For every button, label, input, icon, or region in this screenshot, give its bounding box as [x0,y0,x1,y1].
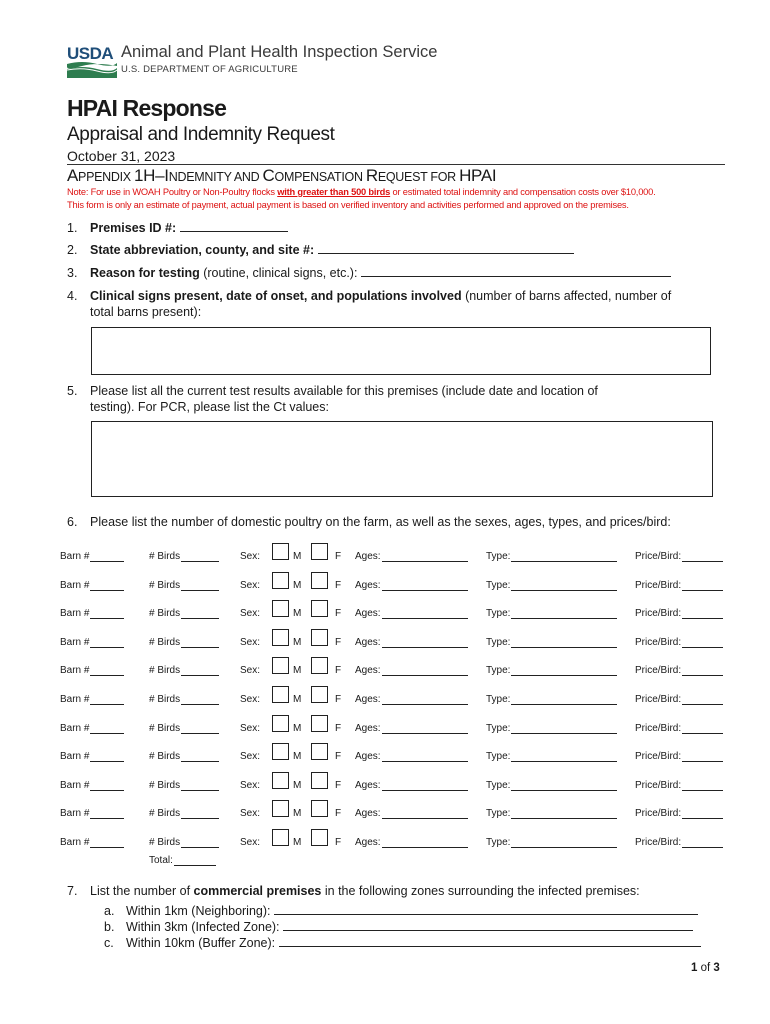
type-field[interactable] [511,580,617,591]
female-label: F [335,551,342,562]
male-label: M [293,608,302,619]
ages-label: Ages: [355,665,468,676]
barn-row [60,580,730,596]
birds-label: # Birds [149,751,219,762]
type-label: Type: [486,580,617,591]
birds-label: # Birds [149,780,219,791]
question-5-continued: testing). For PCR, please list the Ct values: [90,400,329,414]
usda-logo-text: USDA [67,44,114,63]
appendix-heading: APPENDIX 1H–INDEMNITY AND COMPENSATION REQUEST FOR HPAI [67,166,497,185]
sex-label: Sex: [240,580,261,591]
bird-count-field[interactable] [181,551,219,562]
ages-label: Ages: [355,551,468,562]
barn-row [60,808,730,824]
female-checkbox[interactable] [311,715,328,732]
male-checkbox[interactable] [272,743,289,760]
male-checkbox[interactable] [272,829,289,846]
female-label: F [335,837,342,848]
barn-label: Barn # [60,837,124,848]
sex-label: Sex: [240,723,261,734]
barn-label: Barn # [60,723,124,734]
male-label: M [293,694,302,705]
type-field[interactable] [511,808,617,819]
barn-row [60,723,730,739]
ages-field[interactable] [382,780,468,791]
ages-field[interactable] [382,608,468,619]
female-checkbox[interactable] [311,743,328,760]
price-label: Price/Bird: [635,723,723,734]
barn-number-field[interactable] [90,551,124,562]
barn-number-field[interactable] [90,694,124,705]
zone-3km: b. Within 3km (Infected Zone): [104,920,693,934]
sex-label: Sex: [240,751,261,762]
barn-label: Barn # [60,665,124,676]
ages-label: Ages: [355,694,468,705]
male-label: M [293,837,302,848]
type-field[interactable] [511,780,617,791]
barn-row [60,551,730,567]
barn-number-field[interactable] [90,608,124,619]
price-label: Price/Bird: [635,751,723,762]
price-label: Price/Bird: [635,780,723,791]
male-label: M [293,808,302,819]
female-checkbox[interactable] [311,629,328,646]
question-5: 5. Please list all the current test results available for this premises (include date and location of [67,384,598,398]
male-label: M [293,751,302,762]
sex-label: Sex: [240,608,261,619]
barn-number-field[interactable] [90,723,124,734]
birds-label: # Birds [149,694,219,705]
bird-count-field[interactable] [181,751,219,762]
female-checkbox[interactable] [311,543,328,560]
price-label: Price/Bird: [635,637,723,648]
type-label: Type: [486,608,617,619]
premises-id-field[interactable] [180,230,288,232]
total-birds: Total: [149,855,216,866]
female-label: F [335,694,342,705]
price-label: Price/Bird: [635,808,723,819]
price-field[interactable] [682,808,723,819]
price-field[interactable] [682,608,723,619]
male-label: M [293,723,302,734]
state-county-site-field[interactable] [318,252,574,254]
page-subtitle: Appraisal and Indemnity Request [67,124,335,145]
female-checkbox[interactable] [311,572,328,589]
ages-label: Ages: [355,751,468,762]
bird-count-field[interactable] [181,723,219,734]
ages-label: Ages: [355,780,468,791]
type-label: Type: [486,751,617,762]
ages-label: Ages: [355,637,468,648]
sex-label: Sex: [240,837,261,848]
bird-count-field[interactable] [181,808,219,819]
type-label: Type: [486,551,617,562]
page-title: HPAI Response [67,95,227,121]
department-name: U.S. DEPARTMENT OF AGRICULTURE [121,64,298,75]
question-2: 2. State abbreviation, county, and site #: [67,243,574,257]
price-field[interactable] [682,837,723,848]
ages-field[interactable] [382,837,468,848]
question-4-continued: total barns present): [90,305,202,319]
question-6: 6. Please list the number of domestic poultry on the farm, as well as the sexes, ages, types, and prices/bird: [67,515,671,529]
ages-field[interactable] [382,723,468,734]
barn-row [60,694,730,710]
price-label: Price/Bird: [635,551,723,562]
ages-field[interactable] [382,637,468,648]
female-checkbox[interactable] [311,600,328,617]
barn-row [60,608,730,624]
type-field[interactable] [511,637,617,648]
barn-label: Barn # [60,580,124,591]
type-field[interactable] [511,694,617,705]
female-checkbox[interactable] [311,657,328,674]
question-7: 7. List the number of commercial premises in the following zones surrounding the infected premises: [67,884,640,898]
ages-label: Ages: [355,808,468,819]
female-label: F [335,608,342,619]
male-label: M [293,637,302,648]
test-results-textbox[interactable] [91,421,713,497]
bird-count-field[interactable] [181,780,219,791]
price-label: Price/Bird: [635,694,723,705]
sex-label: Sex: [240,637,261,648]
bird-count-field[interactable] [181,580,219,591]
birds-label: # Birds [149,608,219,619]
barn-label: Barn # [60,751,124,762]
ages-field[interactable] [382,694,468,705]
barn-label: Barn # [60,694,124,705]
note-line-2: This form is only an estimate of payment, actual payment is based on verified inventory and activities performed and approved on the premises. [67,200,629,210]
price-field[interactable] [682,694,723,705]
bird-count-field[interactable] [181,665,219,676]
price-field[interactable] [682,723,723,734]
female-checkbox[interactable] [311,686,328,703]
type-field[interactable] [511,551,617,562]
male-checkbox[interactable] [272,572,289,589]
type-field[interactable] [511,723,617,734]
price-field[interactable] [682,751,723,762]
female-label: F [335,580,342,591]
barn-number-field[interactable] [90,780,124,791]
male-checkbox[interactable] [272,600,289,617]
bird-count-field[interactable] [181,837,219,848]
barn-label: Barn # [60,808,124,819]
barn-number-field[interactable] [90,637,124,648]
zone-10km-field[interactable] [279,945,701,947]
barn-number-field[interactable] [90,808,124,819]
bird-count-field[interactable] [181,608,219,619]
birds-label: # Birds [149,808,219,819]
female-label: F [335,637,342,648]
barn-row [60,665,730,681]
reason-for-testing-field[interactable] [361,275,671,277]
barn-label: Barn # [60,608,124,619]
birds-label: # Birds [149,580,219,591]
female-label: F [335,780,342,791]
barn-number-field[interactable] [90,665,124,676]
barn-label: Barn # [60,551,124,562]
type-field[interactable] [511,608,617,619]
male-label: M [293,665,302,676]
barn-row [60,780,730,796]
question-4: 4. Clinical signs present, date of onset, and populations involved (number of barns affected, number of [67,289,672,303]
type-label: Type: [486,837,617,848]
type-field[interactable] [511,837,617,848]
female-checkbox[interactable] [311,829,328,846]
usda-logo [67,44,117,78]
sex-label: Sex: [240,551,261,562]
sex-label: Sex: [240,665,261,676]
barn-row [60,751,730,767]
price-field[interactable] [682,780,723,791]
male-checkbox[interactable] [272,629,289,646]
price-field[interactable] [682,637,723,648]
female-label: F [335,808,342,819]
type-field[interactable] [511,751,617,762]
male-checkbox[interactable] [272,715,289,732]
barn-row [60,637,730,653]
female-checkbox[interactable] [311,772,328,789]
barn-label: Barn # [60,637,124,648]
zone-3km-field[interactable] [283,929,693,931]
question-3: 3. Reason for testing (routine, clinical signs, etc.): [67,266,671,280]
birds-label: # Birds [149,637,219,648]
male-checkbox[interactable] [272,657,289,674]
zone-1km: a. Within 1km (Neighboring): [104,904,698,918]
price-label: Price/Bird: [635,665,723,676]
male-checkbox[interactable] [272,800,289,817]
header-divider [67,164,725,165]
birds-label: # Birds [149,723,219,734]
female-label: F [335,723,342,734]
bird-count-field[interactable] [181,637,219,648]
male-checkbox[interactable] [272,543,289,560]
zone-10km: c. Within 10km (Buffer Zone): [104,936,701,950]
price-label: Price/Bird: [635,837,723,848]
female-label: F [335,665,342,676]
type-label: Type: [486,694,617,705]
price-label: Price/Bird: [635,608,723,619]
note-line-1: Note: For use in WOAH Poultry or Non-Poultry flocks with greater than 500 birds or estimated total indemnity and compensation costs over $10,000. [67,187,656,197]
ages-label: Ages: [355,723,468,734]
male-label: M [293,551,302,562]
bird-count-field[interactable] [181,694,219,705]
type-label: Type: [486,637,617,648]
female-label: F [335,751,342,762]
zone-1km-field[interactable] [274,913,698,915]
price-field[interactable] [682,665,723,676]
male-label: M [293,780,302,791]
birds-label: # Birds [149,551,219,562]
price-label: Price/Bird: [635,580,723,591]
barn-label: Barn # [60,780,124,791]
price-field[interactable] [682,551,723,562]
birds-label: # Birds [149,837,219,848]
ages-field[interactable] [382,580,468,591]
ages-field[interactable] [382,808,468,819]
sex-label: Sex: [240,694,261,705]
barn-number-field[interactable] [90,751,124,762]
agency-name: Animal and Plant Health Inspection Service [121,43,438,61]
type-label: Type: [486,808,617,819]
ages-field[interactable] [382,551,468,562]
type-label: Type: [486,780,617,791]
price-field[interactable] [682,580,723,591]
total-birds-field[interactable] [174,855,216,866]
barn-number-field[interactable] [90,837,124,848]
type-label: Type: [486,665,617,676]
ages-label: Ages: [355,837,468,848]
ages-field[interactable] [382,665,468,676]
form-date: October 31, 2023 [67,148,176,164]
page-number: 1 of 3 [691,962,720,974]
ages-field[interactable] [382,751,468,762]
type-field[interactable] [511,665,617,676]
birds-label: # Birds [149,665,219,676]
ages-label: Ages: [355,580,468,591]
male-label: M [293,580,302,591]
question-1: 1. Premises ID #: [67,221,288,235]
male-checkbox[interactable] [272,772,289,789]
ages-label: Ages: [355,608,468,619]
type-label: Type: [486,723,617,734]
male-checkbox[interactable] [272,686,289,703]
barn-number-field[interactable] [90,580,124,591]
clinical-signs-textbox[interactable] [91,327,711,375]
female-checkbox[interactable] [311,800,328,817]
sex-label: Sex: [240,780,261,791]
sex-label: Sex: [240,808,261,819]
barn-row [60,837,730,853]
